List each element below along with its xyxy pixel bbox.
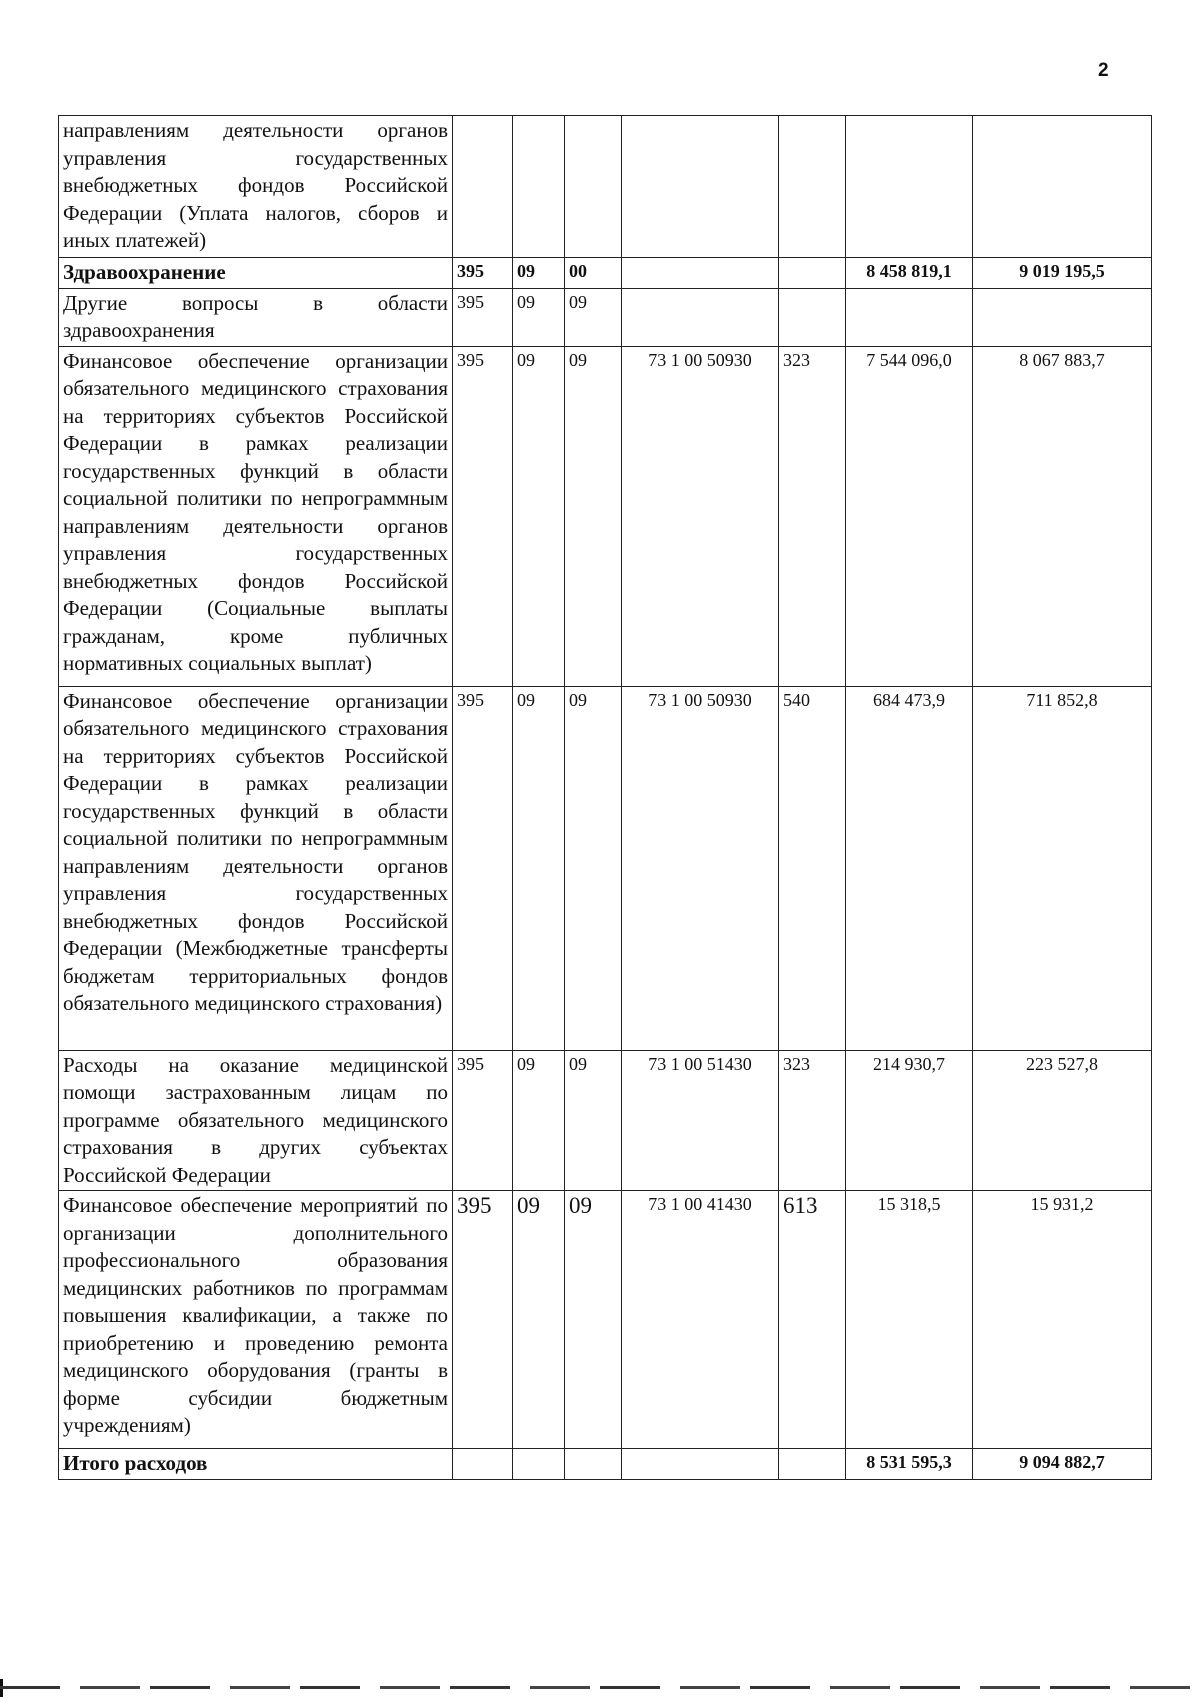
- amount-year-1: 8 458 819,1: [846, 258, 973, 289]
- table-row: [59, 686, 1152, 1050]
- admin-code: 395: [453, 1191, 513, 1449]
- section-code: 09: [513, 1050, 565, 1191]
- target-article: 73 1 00 41430: [622, 1191, 779, 1449]
- amount-year-2: 15 931,2: [973, 1191, 1152, 1449]
- section-code: 09: [513, 258, 565, 289]
- scan-footer-line: [0, 1686, 1200, 1689]
- amount-year-2: [973, 288, 1152, 346]
- amount-year-2: 711 852,8: [973, 686, 1152, 1050]
- target-article: 73 1 00 50930: [622, 346, 779, 686]
- target-article: [622, 116, 779, 258]
- amount-year-1: [846, 288, 973, 346]
- row-name: Финансовое обеспечение организации обязательного медицинского страхования на территориях субъектов Российской Федерации в рамках реализации государственных функций в области социальной политики по непрограммным направлениям деятельности органов управления государственных внебюджетных фондов Российской Федерации (Межбюджетные трансферты бюджетам территориальных фондов обязательного медицинского страхования): [59, 686, 453, 1050]
- expense-type: 613: [779, 1191, 846, 1449]
- target-article: 73 1 00 50930: [622, 686, 779, 1050]
- row-name: Финансовое обеспечение мероприятий по организации дополнительного профессионального образования медицинских работников по программам повышения квалификации, а также по приобретению и проведению ремонта медицинского оборудования (гранты в форме субсидии бюджетным учреждениям): [59, 1191, 453, 1449]
- expense-type: [779, 116, 846, 258]
- subsection-code: [565, 116, 622, 258]
- expenditure-table: [58, 115, 1152, 1480]
- table-row: [59, 346, 1152, 686]
- subsection-code: 09: [565, 686, 622, 1050]
- table-row: [59, 1191, 1152, 1449]
- admin-code: 395: [453, 258, 513, 289]
- expense-type: [779, 1449, 846, 1480]
- admin-code: 395: [453, 346, 513, 686]
- admin-code: 395: [453, 288, 513, 346]
- target-article: 73 1 00 51430: [622, 1050, 779, 1191]
- table-row: [59, 258, 1152, 289]
- subsection-code: 09: [565, 1191, 622, 1449]
- row-name: Другие вопросы в области здравоохранения: [59, 288, 453, 346]
- row-name: Здравоохранение: [59, 258, 453, 289]
- row-name: направлениям деятельности органов управления государственных внебюджетных фондов Российской Федерации (Уплата налогов, сборов и иных платежей): [59, 116, 453, 258]
- expense-type: [779, 258, 846, 289]
- admin-code: 395: [453, 686, 513, 1050]
- target-article: [622, 288, 779, 346]
- section-code: 09: [513, 346, 565, 686]
- page-number: 2: [1098, 60, 1109, 81]
- subsection-code: 09: [565, 288, 622, 346]
- subsection-code: [565, 1449, 622, 1480]
- amount-year-2: [973, 116, 1152, 258]
- amount-year-1: 8 531 595,3: [846, 1449, 973, 1480]
- target-article: [622, 1449, 779, 1480]
- section-code: [513, 1449, 565, 1480]
- amount-year-1: 684 473,9: [846, 686, 973, 1050]
- expense-type: 323: [779, 346, 846, 686]
- expense-type: 323: [779, 1050, 846, 1191]
- expense-type: [779, 288, 846, 346]
- admin-code: 395: [453, 1050, 513, 1191]
- subsection-code: 09: [565, 1050, 622, 1191]
- row-name: Финансовое обеспечение организации обязательного медицинского страхования на территориях субъектов Российской Федерации в рамках реализации государственных функций в области социальной политики по непрограммным направлениям деятельности органов управления государственных внебюджетных фондов Российской Федерации (Социальные выплаты гражданам, кроме публичных нормативных социальных выплат): [59, 346, 453, 686]
- row-name: Расходы на оказание медицинской помощи застрахованным лицам по программе обязательного медицинского страхования в других субъектах Российской Федерации: [59, 1050, 453, 1191]
- amount-year-1: 214 930,7: [846, 1050, 973, 1191]
- section-code: [513, 116, 565, 258]
- table-row: [59, 116, 1152, 258]
- table-row: [59, 1050, 1152, 1191]
- subsection-code: 09: [565, 346, 622, 686]
- amount-year-1: 15 318,5: [846, 1191, 973, 1449]
- row-name: Итого расходов: [59, 1449, 453, 1480]
- target-article: [622, 258, 779, 289]
- admin-code: [453, 116, 513, 258]
- subsection-code: 00: [565, 258, 622, 289]
- amount-year-1: 7 544 096,0: [846, 346, 973, 686]
- amount-year-2: 223 527,8: [973, 1050, 1152, 1191]
- amount-year-1: [846, 116, 973, 258]
- section-code: 09: [513, 686, 565, 1050]
- section-code: 09: [513, 1191, 565, 1449]
- section-code: 09: [513, 288, 565, 346]
- amount-year-2: 9 019 195,5: [973, 258, 1152, 289]
- table-row: [59, 1449, 1152, 1480]
- expense-type: 540: [779, 686, 846, 1050]
- amount-year-2: 9 094 882,7: [973, 1449, 1152, 1480]
- amount-year-2: 8 067 883,7: [973, 346, 1152, 686]
- admin-code: [453, 1449, 513, 1480]
- table-row: [59, 288, 1152, 346]
